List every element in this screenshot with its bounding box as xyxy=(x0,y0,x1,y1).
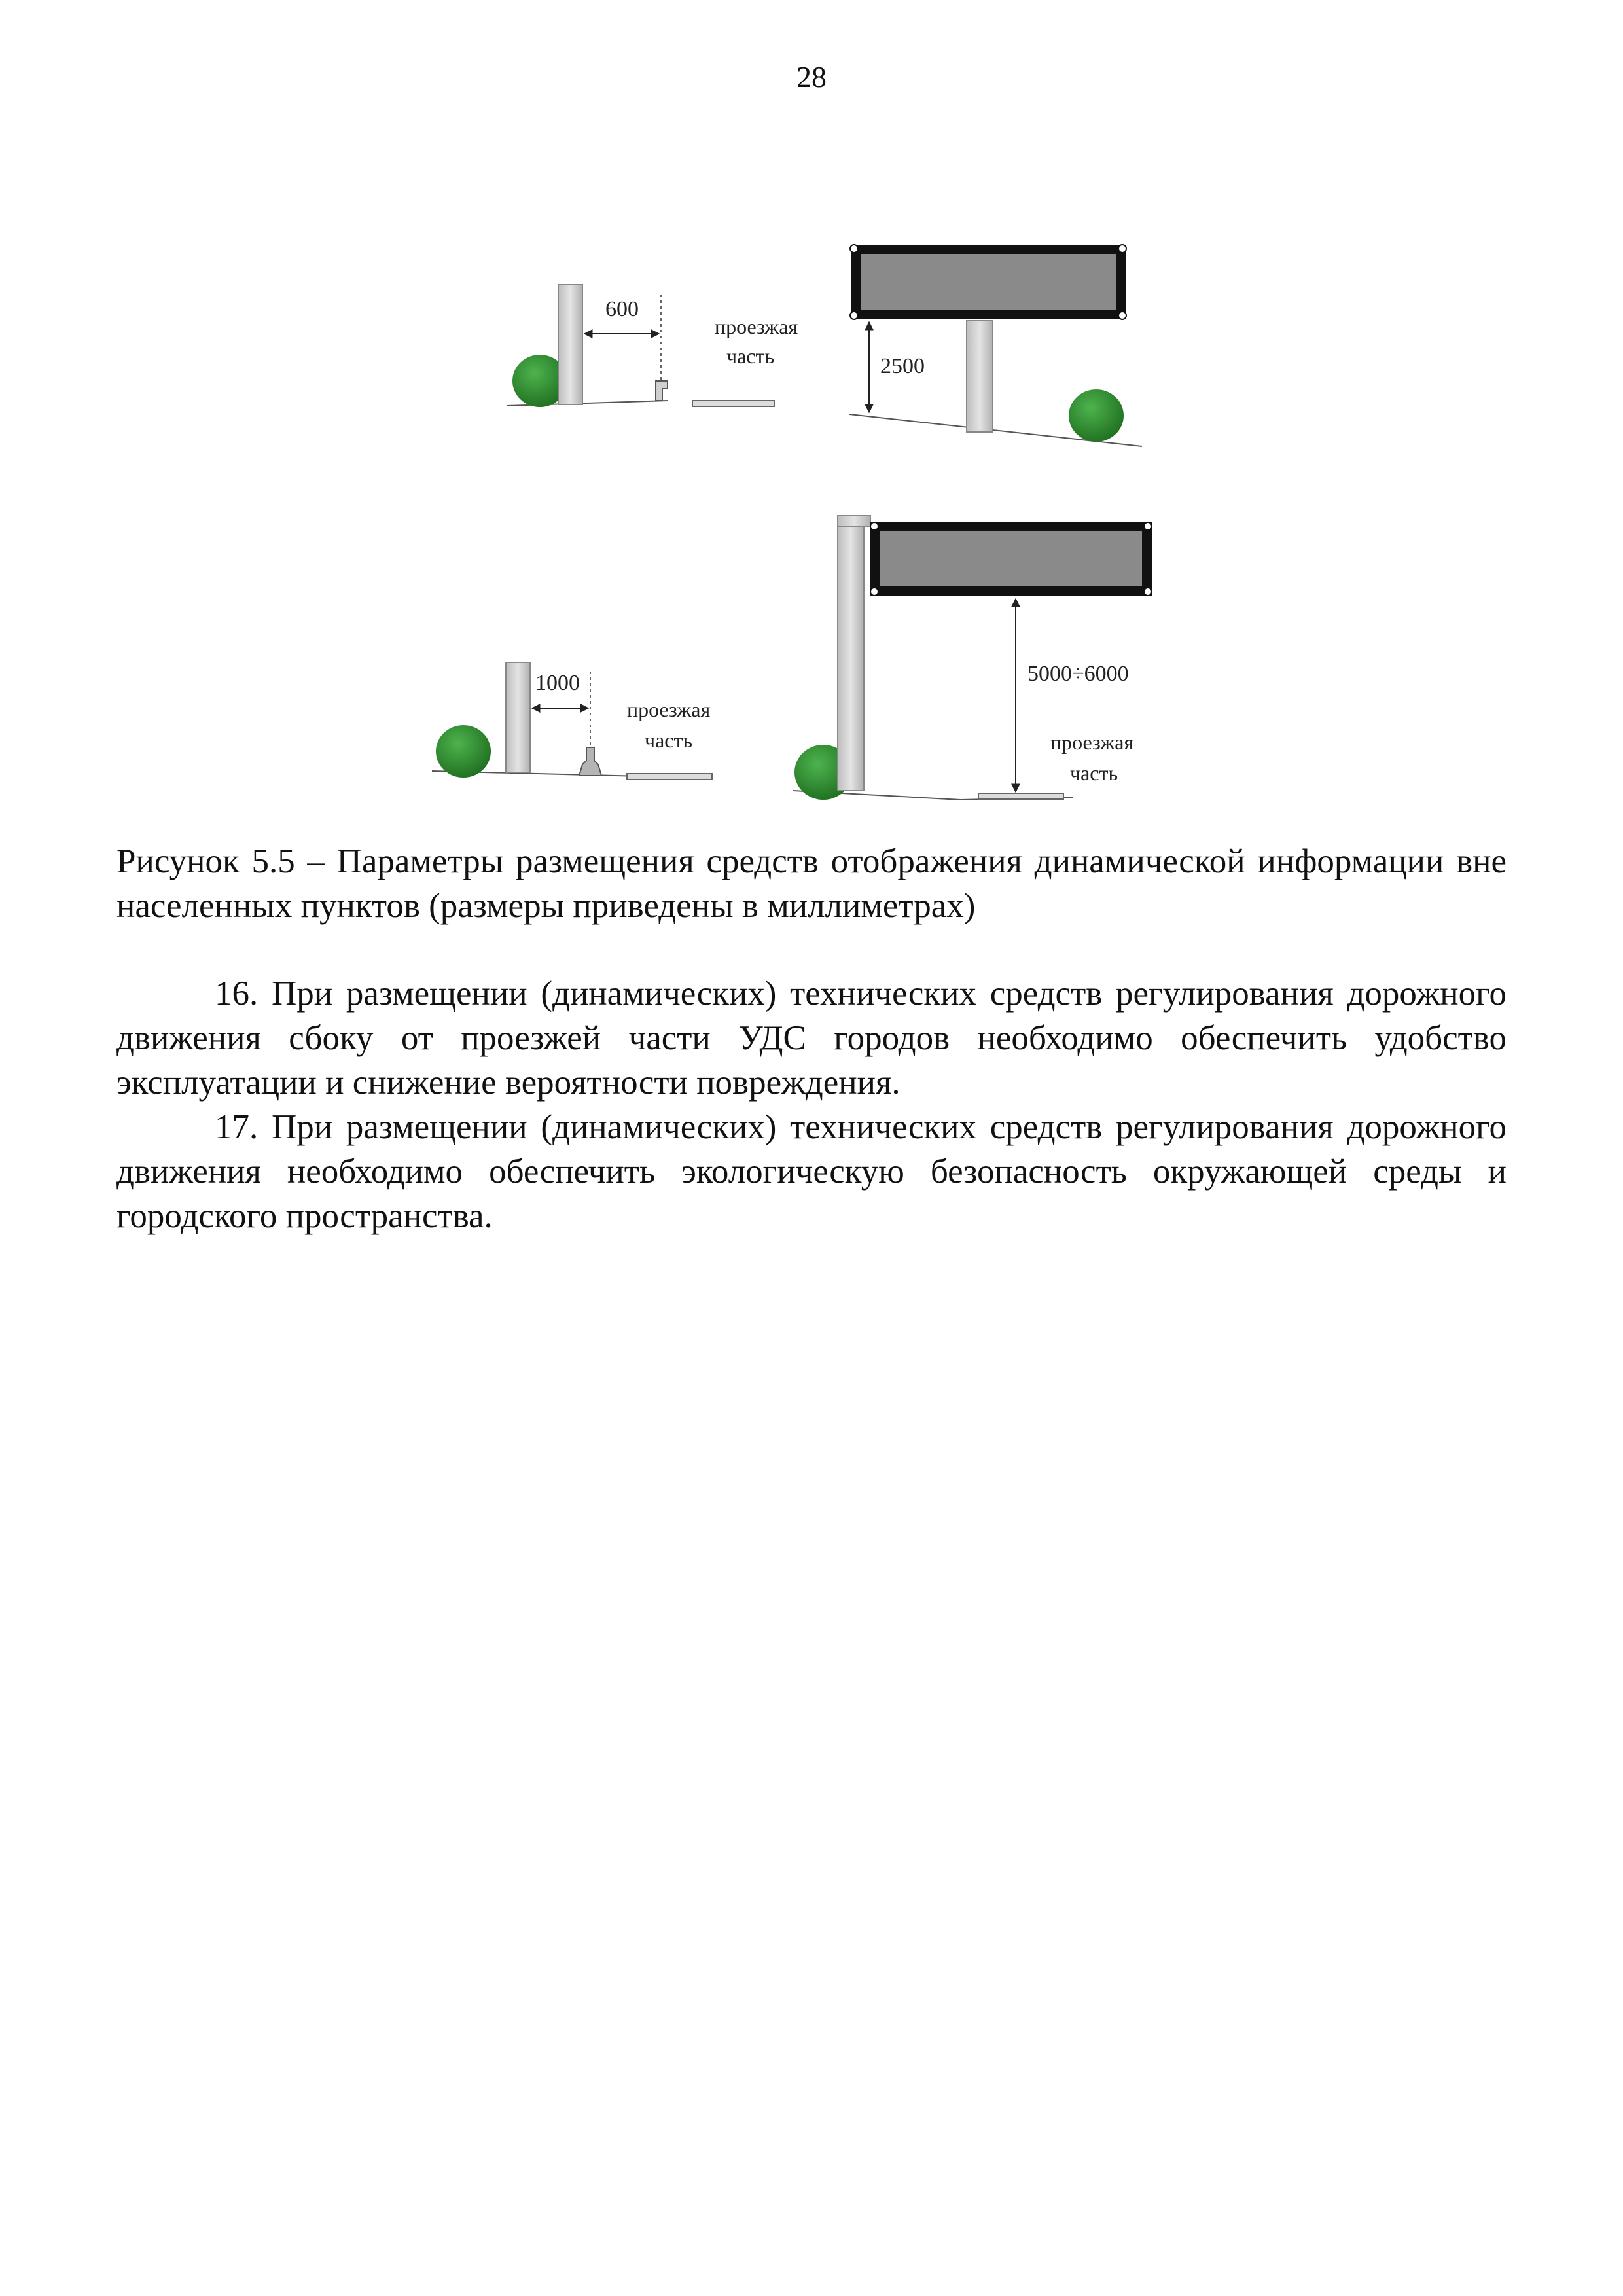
bottom-right-scheme xyxy=(793,516,1152,800)
top-left-scheme xyxy=(507,285,798,407)
barrier-icon xyxy=(579,747,601,776)
board-bolt xyxy=(850,245,858,253)
curb-icon xyxy=(656,381,668,401)
board-bolt xyxy=(1144,522,1152,530)
road-surface xyxy=(692,401,774,406)
display-board-screen xyxy=(861,254,1116,310)
cantilever-pole xyxy=(838,516,864,791)
display-board-screen xyxy=(880,531,1142,586)
road-label-line2: часть xyxy=(726,344,775,368)
road-label-line1: проезжая xyxy=(715,315,798,338)
cantilever-arm xyxy=(838,516,870,526)
pole xyxy=(506,662,530,772)
dimension-label-1000: 1000 xyxy=(535,671,580,695)
board-bolt xyxy=(850,312,858,319)
road-surface xyxy=(978,793,1063,799)
paragraph-16: 16. При размещении (динамических) технических средств регулирования дорожного движения сбоку от проезжей части УДС городов необходимо обеспечить удобство эксплуатации и снижение вероятности повреждения. xyxy=(116,975,1507,1102)
dimension-label-600: 600 xyxy=(605,297,639,321)
top-right-scheme xyxy=(849,245,1142,446)
bottom-left-scheme xyxy=(432,662,712,780)
bush-icon xyxy=(436,725,491,778)
figure-placement-diagram xyxy=(419,229,1204,818)
bush-icon xyxy=(1069,389,1124,442)
pole xyxy=(558,285,582,404)
road-surface xyxy=(627,774,712,780)
board-bolt xyxy=(1118,245,1126,253)
dimension-label-2500: 2500 xyxy=(880,354,925,378)
page-number: 28 xyxy=(796,60,827,94)
paragraph-17: 17. При размещении (динамических) технических средств регулирования дорожного движения необходимо обеспечить экологическую безопасность окружающей среды и городского пространства. xyxy=(116,1108,1507,1235)
road-label-line2: часть xyxy=(645,728,693,752)
pole xyxy=(967,321,993,432)
board-bolt xyxy=(1144,588,1152,596)
figure-caption: Рисунок 5.5 – Параметры размещения средств отображения динамической информации вне населенных пунктов (размеры приведены в миллиметрах) xyxy=(116,842,1507,925)
board-bolt xyxy=(870,522,878,530)
road-label-line1: проезжая xyxy=(1050,730,1134,754)
board-bolt xyxy=(1118,312,1126,319)
board-bolt xyxy=(870,588,878,596)
dimension-label-5000-6000: 5000÷6000 xyxy=(1027,662,1129,686)
road-label-line2: часть xyxy=(1070,761,1118,785)
road-label-line1: проезжая xyxy=(627,698,711,721)
